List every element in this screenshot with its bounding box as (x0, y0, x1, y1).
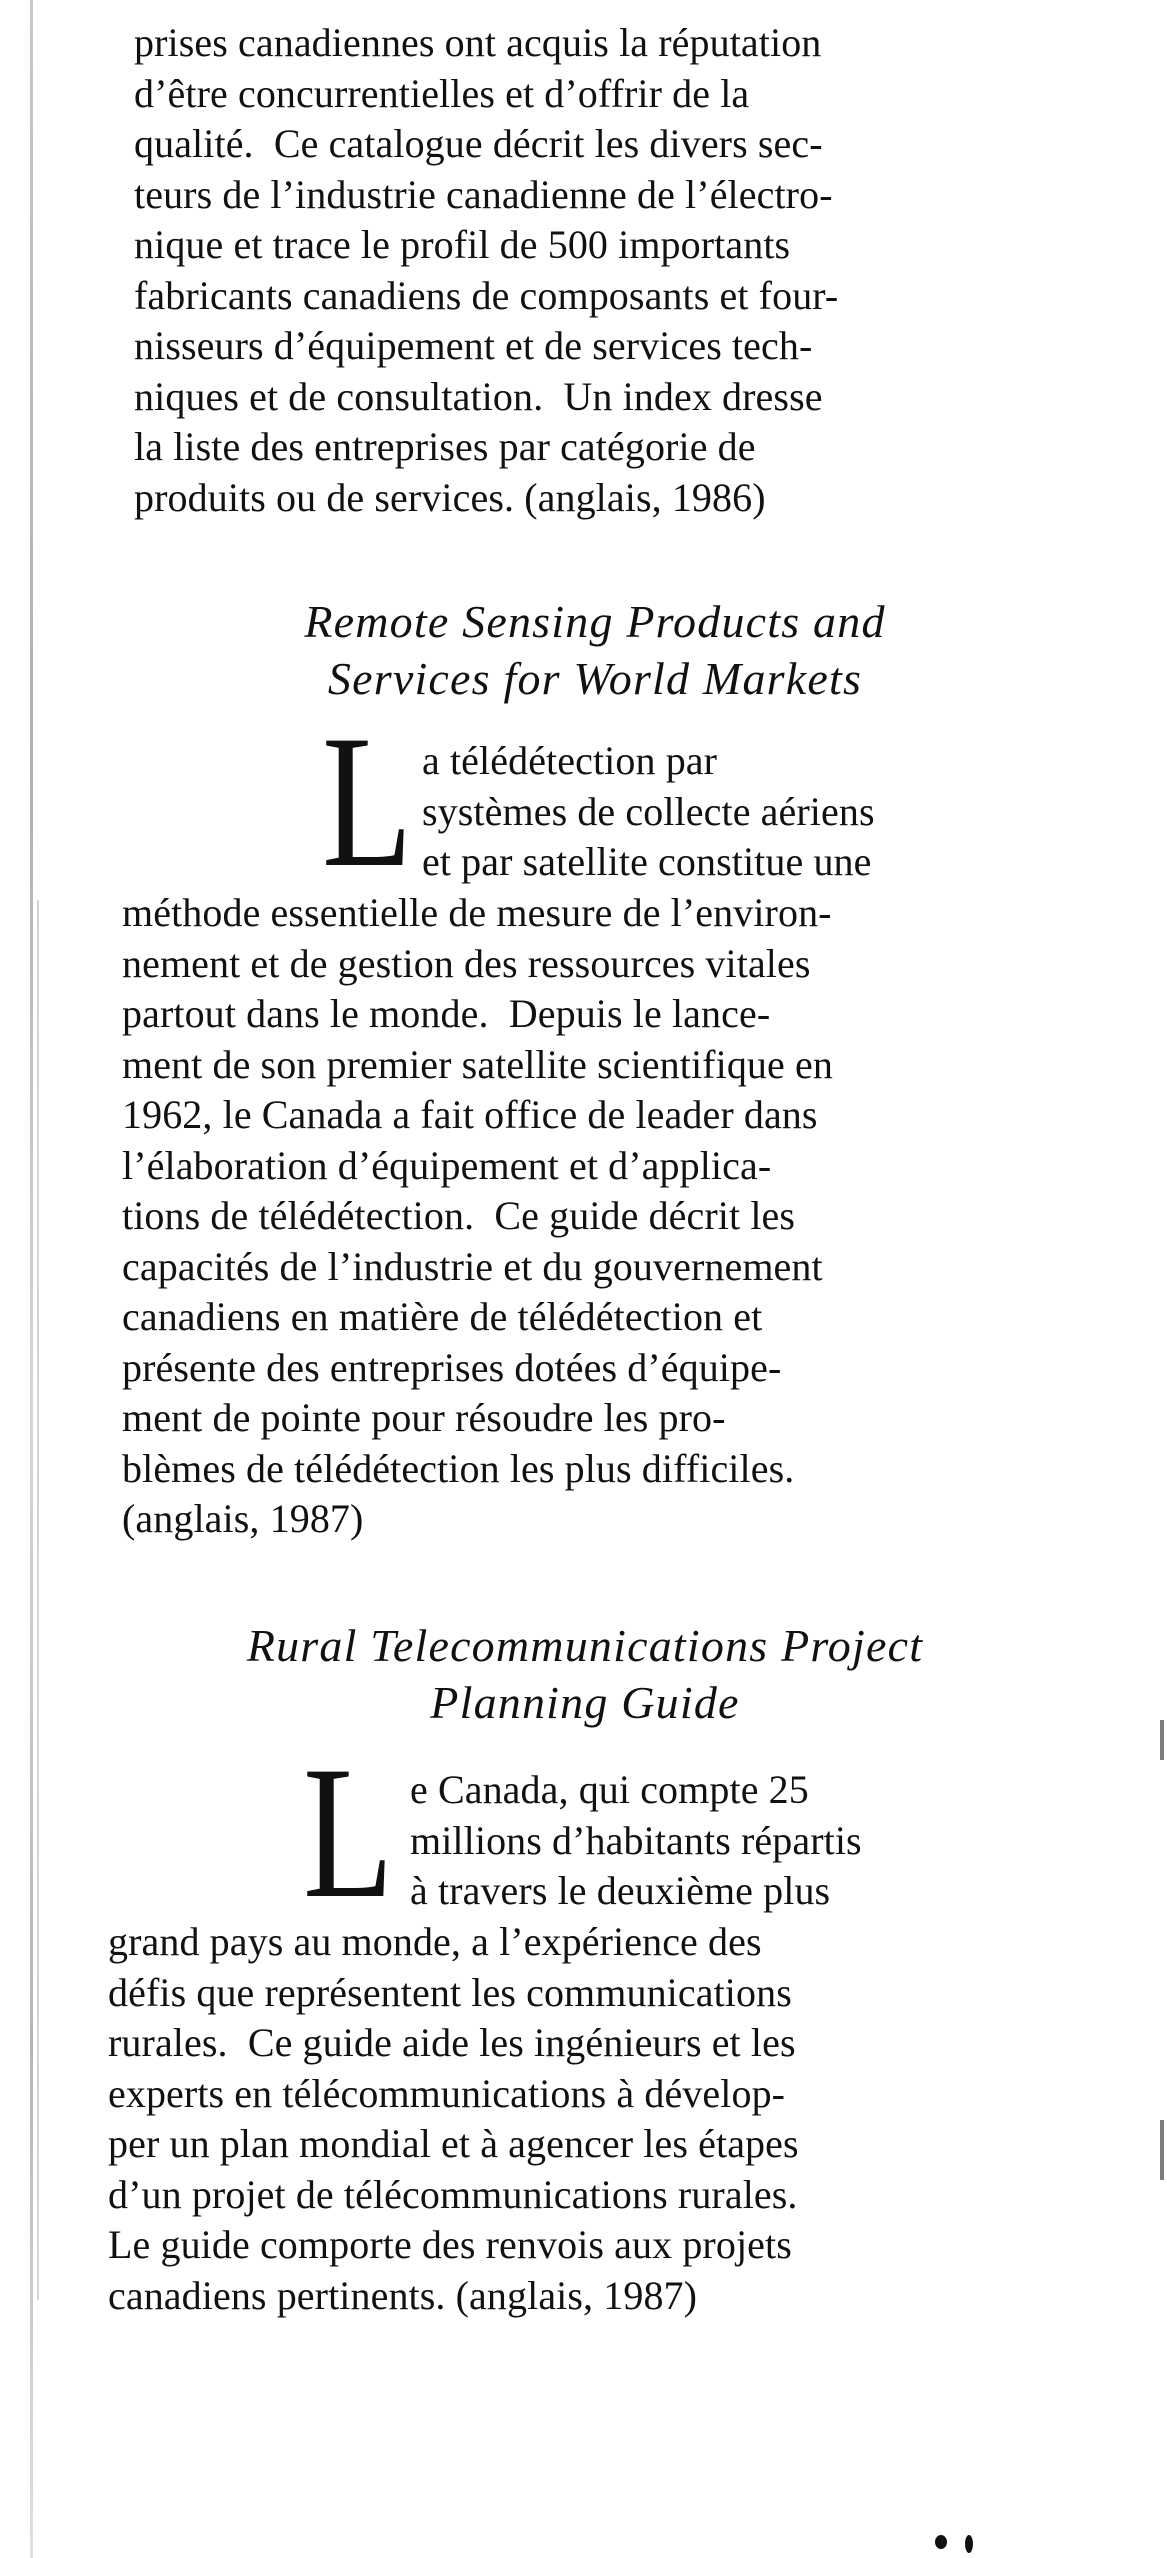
section-body-text: grand pays au monde, a l’expérience des défis que représentent les communications rurales. Ce guide aide les ingénieurs et les experts en télécommunications à dévelop- per un plan mondial et à agencer les étapes d’un projet de télécommunications rurales. Le guide comporte des renvois aux projets canadiens pertinents. (anglais, 1987) (108, 1919, 799, 2318)
section-body-text: méthode essentielle de mesure de l’environ- nement et de gestion des ressources vitales partout dans le monde. Depuis le lance- ment de son premier satellite scientifique en 1962, le Canada a fait office de leader dans l’élaboration d’équipement et d’applica- tions de télédétection. Ce guide décrit les capacités de l’industrie et du gouvernement canadiens en matière de télédétection et présente des entreprises dotées d’équipe- ment de pointe pour résoudre les pro- blèmes de télédétection les plus difficiles. (anglais, 1987) (122, 890, 833, 1541)
scan-artifact-mark (1160, 2120, 1164, 2180)
intro-paragraph: prises canadiennes ont acquis la réputation d’être concurrentielles et d’offrir de la qualité. Ce catalogue décrit les divers sec- teurs de l’industrie canadienne de l’électro- nique et trace le profil de 500 importants fabricants canadiens de composants et four- nisseurs d’équipement et de services tech- niques et de consultation. Un index dresse la liste des entreprises par catégorie de produits ou de services. (anglais, 1986) (134, 20, 839, 520)
scan-edge-line (30, 0, 33, 2558)
drop-cap-letter: L (303, 1728, 394, 1938)
scan-artifact-mark (1160, 1720, 1164, 1760)
section-lead-text: a télédétection par systèmes de collecte aériens et par satellite constitue une (422, 738, 875, 884)
scan-artifact-dot (935, 2535, 947, 2549)
scan-edge-line (37, 900, 39, 2300)
section-title-remote-sensing: Remote Sensing Products and Services for World Markets (304, 596, 886, 704)
section-lead-text: e Canada, qui compte 25 millions d’habitants répartis à travers le deuxième plus (410, 1767, 862, 1913)
scan-artifact-dot (965, 2535, 973, 2553)
section-title-rural-telecom: Rural Telecommunications Project Planning Guide (246, 1620, 924, 1728)
drop-cap-letter: L (322, 697, 413, 907)
